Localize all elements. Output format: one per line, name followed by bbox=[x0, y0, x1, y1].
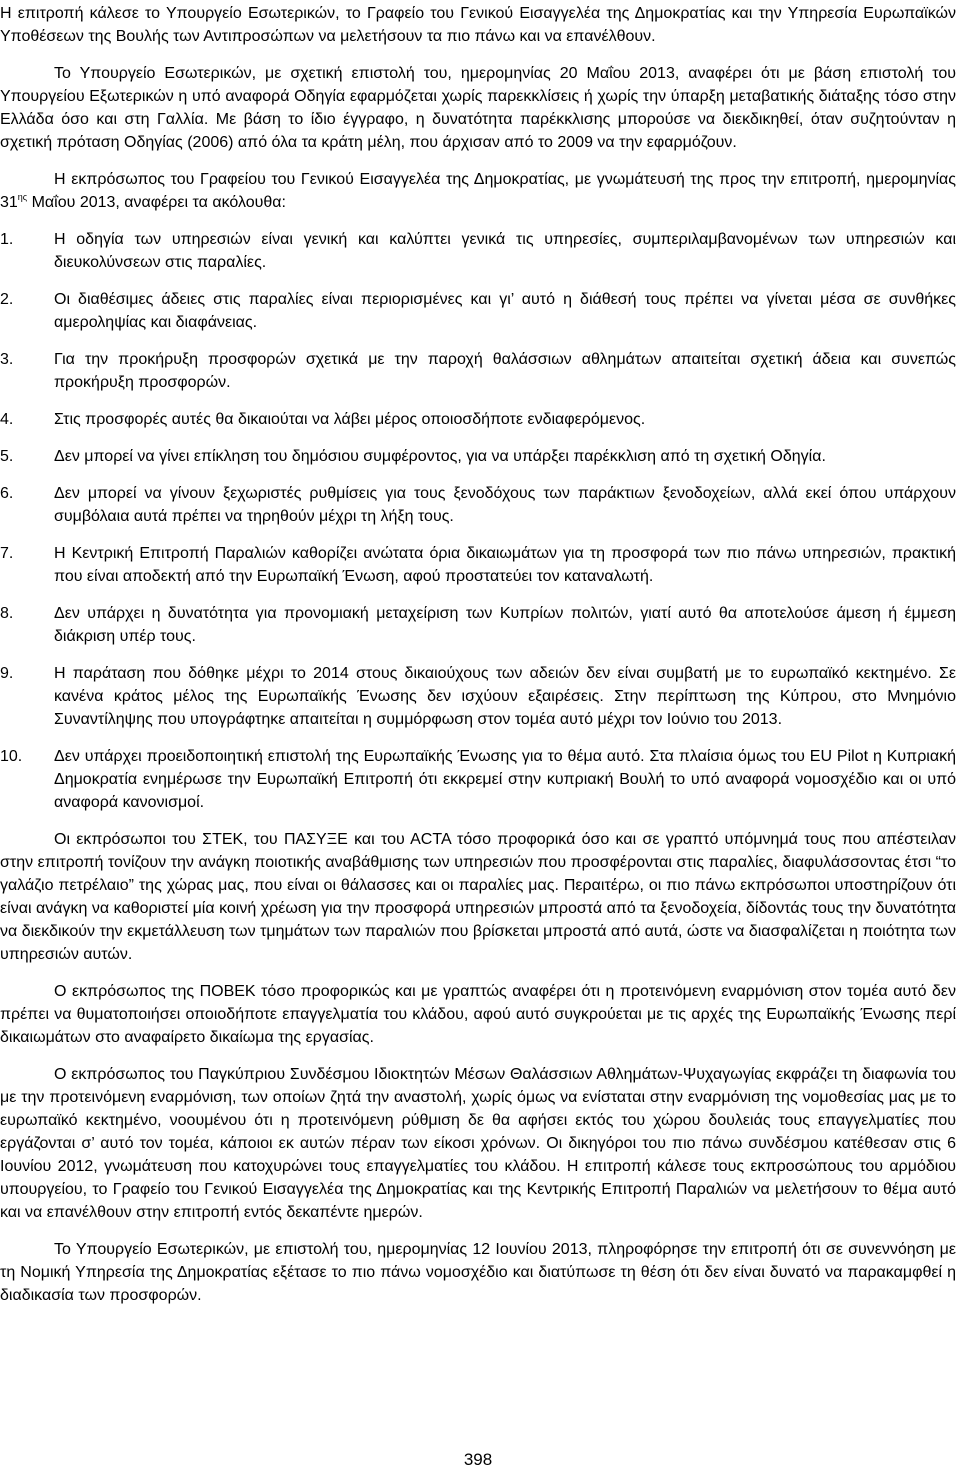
list-item-text: Η Κεντρική Επιτροπή Παραλιών καθορίζει ανώτατα όρια δικαιωμάτων για τη προσφορά των πιο πάνω υπηρεσιών, πρακτική που είναι αποδεκτή από την Ευρωπαϊκή Ένωση, αφού προστατεύει τον καταναλωτή. bbox=[54, 545, 956, 585]
list-item bbox=[0, 745, 956, 814]
list-item-text: Δεν υπάρχει προειδοποιητική επιστολή της Ευρωπαϊκής Ένωσης για το θέμα αυτό. Στα πλαίσια όμως του EU Pilot η Κυπριακή Δημοκρατία ενημέρωσε την Ευρωπαϊκή Επιτροπή ότι εκκρεμεί στην κυπριακή Βουλή το υπό αναφορά νομοσχέδιο και οι υπό αναφορά κανονισμοί. bbox=[54, 748, 956, 811]
list-item-number: 7. bbox=[0, 545, 14, 562]
list-item-number: 10. bbox=[0, 748, 23, 765]
list-item bbox=[0, 445, 956, 468]
paragraph-attorney-general-opinion bbox=[0, 168, 956, 214]
paragraph-interior-ministry-june: Το Υπουργείο Εσωτερικών, με επιστολή του, ημερομηνίας 12 Ιουνίου 2013, πληροφόρησε την επιτροπή ότι σε συνεννόηση με τη Νομική Υπηρεσία της Δημοκρατίας εξέτασε το πιο πάνω νομοσχέδιο και διατύπωσε τη θέση ότι δεν είναι δυνατό να παρακαμφθεί η διαδικασία των προσφορών. bbox=[0, 1241, 956, 1304]
list-item-number: 9. bbox=[0, 665, 14, 682]
paragraph-text-before-sup: Η εκπρόσωπος του Γραφείου του Γενικού Εισαγγελέα της Δημοκρατίας, με γνωμάτευσή της προς την επιτροπή, ημερομηνίας 31 bbox=[0, 171, 956, 211]
list-item-number: 5. bbox=[0, 448, 14, 465]
document-body bbox=[0, 2, 956, 1321]
list-item-number: 4. bbox=[0, 411, 14, 428]
list-item bbox=[0, 542, 956, 588]
paragraph-water-sports-association: Ο εκπρόσωπος του Παγκύπριου Συνδέσμου Ιδιοκτητών Μέσων Θαλάσσιων Αθλημάτων-Ψυχαγωγίας εκφράζει τη διαφωνία του με την προτεινόμενη εναρμόνιση, των οποίων ζητά την αναστολή, χωρίς όμως να ενίσταται στην εναρμόνιση της νομοθεσίας μας με το ευρωπαϊκό κεκτημένο, νοουμένου ότι η προτεινόμενη ρύθμιση δε θα αφήσει εκτός του χώρου δουλειάς τους επαγγελματίες που εργάζονται σ’ αυτό τον τομέα, κάποιοι εκ αυτών πέραν των είκοσι χρόνων. Οι δικηγόροι του πιο πάνω συνδέσμου κατέθεσαν στις 6 Ιουνίου 2012, γνωμάτευση που κατοχυρώνει τους επαγγελματίες του κλάδου. Η επιτροπή κάλεσε τους εκπροσώπους του αρμόδιου υπουργείου, το Γραφείο του Γενικού Εισαγγελέα της Δημοκρατίας και της Κεντρικής Επιτροπή Παραλιών να μελετήσουν το θέμα αυτό και να επανέλθουν στην επιτροπή εντός δεκαπέντε ημερών. bbox=[0, 1066, 956, 1221]
list-item bbox=[0, 408, 956, 431]
list-item bbox=[0, 228, 956, 274]
list-item-number: 8. bbox=[0, 605, 14, 622]
list-item-text: Δεν μπορεί να γίνουν ξεχωριστές ρυθμίσεις για τους ξενοδόχους των παράκτιων ξενοδοχείων, αλλά εκεί όπου υπάρχουν συμβόλαια αυτά πρέπει να τηρηθούν μέχρι τη λήξη τους. bbox=[54, 485, 956, 525]
list-item-number: 1. bbox=[0, 231, 14, 248]
paragraph-interior-ministry-letter: Το Υπουργείο Εσωτερικών, με σχετική επιστολή του, ημερομηνίας 20 Μαΐου 2013, αναφέρει ότι με βάση επιστολή του Υπουργείου Εξωτερικών η υπό αναφορά Οδηγία εφαρμόζεται χωρίς παρεκκλίσεις ή χωρίς την ύπαρξη μεταβατικής διάταξης τόσο στην Ελλάδα όσο και στη Γαλλία. Με βάση το ίδιο έγγραφο, η δυνατότητα παρέκκλισης μπορούσε να διεκδικηθεί, όταν συζητούνταν η σχετική πρόταση Οδηγίας (2006) από όλα τα κράτη μέλη, που άρχισαν από το 2009 να την εφαρμόζουν. bbox=[0, 65, 956, 151]
paragraph-povek: Ο εκπρόσωπος της ΠΟΒΕΚ τόσο προφορικώς και με γραπτώς αναφέρει ότι η προτεινόμενη εναρμόνιση στον τομέα αυτό δεν πρέπει να θυματοποιήσει οποιοδήποτε επαγγελματία του κλάδου, αφού αυτό συγκρούεται με τις αρχές της Ευρωπαϊκής Ένωσης περί δικαιωμάτων στο αναφαίρετο δικαίωμα της εργασίας. bbox=[0, 983, 956, 1046]
list-item bbox=[0, 602, 956, 648]
list-item-text: Οι διαθέσιμες άδειες στις παραλίες είναι περιορισμένες και γι’ αυτό η διάθεσή τους πρέπει να γίνεται μέσα σε συνθήκες αμεροληψίας και διαφάνειας. bbox=[54, 291, 956, 331]
list-item-number: 2. bbox=[0, 291, 14, 308]
list-item-number: 3. bbox=[0, 351, 14, 368]
paragraph-stek-pasyxe-acta: Οι εκπρόσωποι του ΣΤΕΚ, του ΠΑΣΥΞΕ και του ΑCΤΑ τόσο προφορικά όσο και σε γραπτό υπόμνημά τους που απέστειλαν στην επιτροπή τονίζουν την ανάγκη ποιοτικής αναβάθμισης των υπηρεσιών που προσφέρονται στις παραλίες, διαφυλάσσοντας έτσι “το γαλάζιο πετρέλαιο” της χώρας μας, που είναι οι θάλασσες και οι παραλίες μας. Περαιτέρω, οι πιο πάνω εκπρόσωποι υποστηρίζουν ότι είναι ανάγκη να καθοριστεί μία κοινή χρέωση για την προσφορά υπηρεσιών μπροστά από τα ξενοδοχεία, δίδοντάς τους την δυνατότητα να διεκδικούν την εκμετάλλευση των τμημάτων των παραλιών που βρίσκεται μπροστά από αυτά, ώστε να διασφαλίζεται η ποιότητα των υπηρεσιών αυτών. bbox=[0, 831, 956, 963]
paragraph-committee-invitation: Η επιτροπή κάλεσε το Υπουργείο Εσωτερικών, το Γραφείο του Γενικού Εισαγγελέα της Δημοκρατίας και την Υπηρεσία Ευρωπαϊκών Υποθέσεων της Βουλής των Αντιπροσώπων να μελετήσουν τα πιο πάνω και να επανέλθουν. bbox=[0, 5, 956, 45]
paragraph-text-after-sup: Μαΐου 2013, αναφέρει τα ακόλουθα: bbox=[27, 194, 286, 211]
list-item-text: Στις προσφορές αυτές θα δικαιούται να λάβει μέρος οποιοσδήποτε ενδιαφερόμενος. bbox=[54, 411, 646, 428]
list-item bbox=[0, 482, 956, 528]
list-item-text: Για την προκήρυξη προσφορών σχετικά με την παροχή θαλάσσιων αθλημάτων απαιτείται σχετική άδεια και συνεπώς προκήρυξη προσφορών. bbox=[54, 351, 956, 391]
list-item bbox=[0, 348, 956, 394]
page-number: 398 bbox=[463, 1450, 493, 1469]
list-item-text: Δεν μπορεί να γίνει επίκληση του δημόσιου συμφέροντος, για να υπάρξει παρέκκλιση από τη σχετική Οδηγία. bbox=[54, 448, 826, 465]
list-item-text: Η οδηγία των υπηρεσιών είναι γενική και καλύπτει γενικά τις υπηρεσίες, συμπεριλαμβανομένων των υπηρεσιών και διευκολύνσεων στις παραλίες. bbox=[54, 231, 956, 271]
ordinal-suffix: ης bbox=[17, 192, 28, 202]
list-item bbox=[0, 288, 956, 334]
list-item bbox=[0, 662, 956, 731]
list-item-text: Δεν υπάρχει η δυνατότητα για προνομιακή μεταχείριση των Κυπρίων πολιτών, γιατί αυτό θα αποτελούσε άμεση ή έμμεση διάκριση υπέρ τους. bbox=[54, 605, 956, 645]
list-item-number: 6. bbox=[0, 485, 14, 502]
list-item-text: Η παράταση που δόθηκε μέχρι το 2014 στους δικαιούχους των αδειών δεν είναι συμβατή με το ευρωπαϊκό κεκτημένο. Σε κανένα κράτος μέλος της Ευρωπαϊκής Ένωσης δεν ισχύουν εξαιρέσεις. Στην περίπτωση της Κύπρου, στο Μνημόνιο Συναντίληψης που υπογράφτηκε απαιτείται η συμμόρφωση στον τομέα αυτό μέχρι τον Ιούνιο του 2013. bbox=[54, 665, 956, 728]
